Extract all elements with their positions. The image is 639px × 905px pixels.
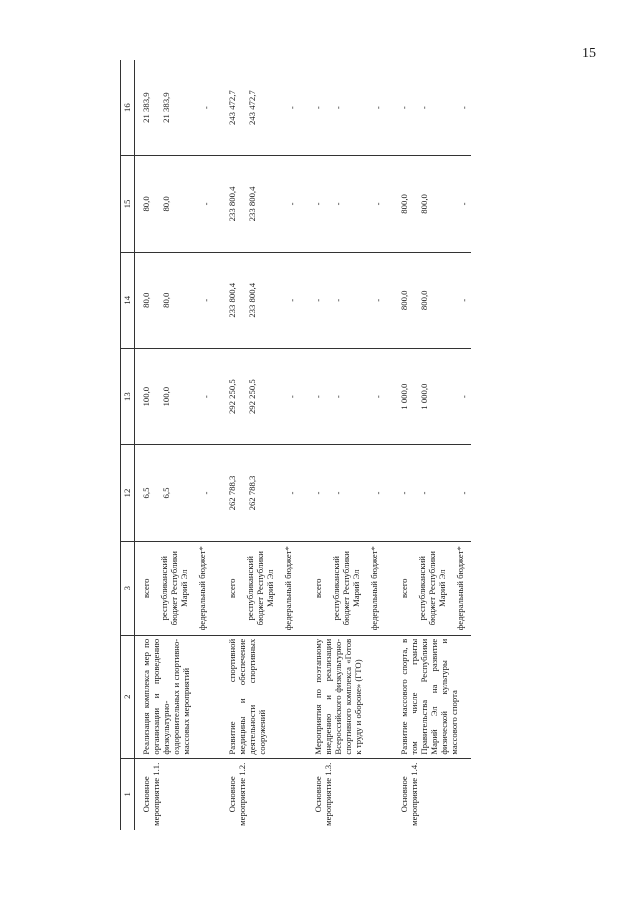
value-cell-12 xyxy=(135,445,214,541)
value-federal: - xyxy=(201,202,211,206)
value-total: - xyxy=(313,106,323,110)
value-cell-13 xyxy=(299,348,385,444)
value-cell-12 xyxy=(299,445,385,541)
value-total: 262 788,3 xyxy=(227,475,237,511)
col-header-16: 16 xyxy=(121,60,135,156)
value-federal: - xyxy=(287,395,297,399)
value-federal: - xyxy=(373,491,383,495)
value-total: 233 800,4 xyxy=(227,186,237,222)
rotated-table-wrapper xyxy=(120,60,530,830)
value-total: - xyxy=(313,202,323,206)
value-cell-13 xyxy=(135,348,214,444)
table-row xyxy=(299,60,385,830)
value-federal: - xyxy=(287,106,297,110)
value-total: - xyxy=(313,491,323,495)
row-code: Основное мероприятие 1.1. xyxy=(135,758,214,830)
row-code: Основное мероприятие 1.3. xyxy=(299,758,385,830)
value-republic: 100,0 xyxy=(161,386,171,407)
col-header-14: 14 xyxy=(121,252,135,348)
value-federal: - xyxy=(287,491,297,495)
value-federal: - xyxy=(373,395,383,399)
row-name: Развитие спортивной медицины и обеспечение деятельности спортивных сооружений xyxy=(213,635,299,758)
value-total: 100,0 xyxy=(141,386,151,407)
value-cell-16 xyxy=(299,60,385,156)
value-cell-14 xyxy=(213,252,299,348)
value-cell-14 xyxy=(299,252,385,348)
value-republic: - xyxy=(333,298,343,302)
value-total: 80,0 xyxy=(141,196,151,212)
value-federal: - xyxy=(373,298,383,302)
value-total: 233 800,4 xyxy=(227,282,237,318)
value-cell-15 xyxy=(385,156,471,252)
value-federal: - xyxy=(287,298,297,302)
value-total: 800,0 xyxy=(399,194,409,214)
col-header-12: 12 xyxy=(121,445,135,541)
source-total: всего xyxy=(313,578,323,599)
value-republic: 292 250,5 xyxy=(247,379,257,415)
col-header-1: 1 xyxy=(121,758,135,830)
col-header-3: 3 xyxy=(121,541,135,635)
value-total: 800,0 xyxy=(399,290,409,311)
source-total: всего xyxy=(141,578,151,599)
value-republic: - xyxy=(419,106,429,110)
value-cell-12 xyxy=(213,445,299,541)
value-cell-15 xyxy=(135,156,214,252)
row-name: Реализация комплекса мер по организации и проведению физкультурно-оздоровительных и спортивно-массовых мероприятий xyxy=(135,635,214,758)
value-republic: - xyxy=(419,491,429,495)
value-federal: - xyxy=(459,395,469,399)
row-sources xyxy=(135,541,214,635)
source-federal: федеральный бюджет* xyxy=(197,546,207,631)
value-total: 21 383,9 xyxy=(141,92,151,123)
value-republic: 233 800,4 xyxy=(247,186,257,222)
source-federal: федеральный бюджет* xyxy=(455,546,465,631)
col-header-2: 2 xyxy=(121,635,135,758)
value-republic: 800,0 xyxy=(419,290,429,311)
source-republic: республиканский бюджет Республики Марий Эл xyxy=(159,551,189,626)
value-republic: 243 472,7 xyxy=(247,90,257,125)
value-federal: - xyxy=(459,202,469,206)
value-total: 1 000,0 xyxy=(399,383,409,410)
value-federal: - xyxy=(373,106,383,110)
value-cell-16 xyxy=(385,60,471,156)
value-federal: - xyxy=(201,395,211,399)
budget-table xyxy=(120,60,471,830)
value-cell-14 xyxy=(385,252,471,348)
table-row xyxy=(213,60,299,830)
source-federal: федеральный бюджет* xyxy=(283,546,293,631)
row-code: Основное мероприятие 1.4. xyxy=(385,758,471,830)
value-federal: - xyxy=(201,298,211,302)
source-republic: республиканский бюджет Республики Марий Эл xyxy=(245,551,275,626)
value-republic: 21 383,9 xyxy=(161,92,171,123)
value-republic: - xyxy=(333,491,343,495)
value-cell-13 xyxy=(385,348,471,444)
value-republic: - xyxy=(333,395,343,399)
value-cell-15 xyxy=(299,156,385,252)
col-header-13: 13 xyxy=(121,348,135,444)
value-total: 243 472,7 xyxy=(227,90,237,125)
value-republic: 80,0 xyxy=(161,196,171,212)
source-federal: федеральный бюджет* xyxy=(369,546,379,631)
value-total: - xyxy=(399,491,409,495)
value-total: 6,5 xyxy=(141,487,151,499)
value-federal: - xyxy=(201,106,211,110)
value-total: - xyxy=(399,106,409,110)
value-cell-16 xyxy=(213,60,299,156)
value-republic: - xyxy=(333,202,343,206)
row-code: Основное мероприятие 1.2. xyxy=(213,758,299,830)
page-number: 15 xyxy=(582,46,596,61)
value-federal: - xyxy=(373,202,383,206)
value-republic: 233 800,4 xyxy=(247,282,257,318)
value-republic: 800,0 xyxy=(419,194,429,214)
value-republic: 1 000,0 xyxy=(419,383,429,410)
value-cell-16 xyxy=(135,60,214,156)
value-republic: - xyxy=(333,106,343,110)
source-republic: республиканский бюджет Республики Марий Эл xyxy=(417,551,447,626)
row-name: Мероприятия по поэтапному внедрению и реализации Всероссийского физкультурно-спортивного комплекса «Готов к труду и обороне» (ГТО) xyxy=(299,635,385,758)
value-total: 80,0 xyxy=(141,292,151,308)
source-total: всего xyxy=(227,578,237,599)
value-cell-13 xyxy=(213,348,299,444)
row-sources xyxy=(385,541,471,635)
value-federal: - xyxy=(287,202,297,206)
value-total: - xyxy=(313,298,323,302)
source-total: всего xyxy=(399,578,409,599)
value-cell-15 xyxy=(213,156,299,252)
value-cell-12 xyxy=(385,445,471,541)
table-row xyxy=(385,60,471,830)
value-federal: - xyxy=(459,491,469,495)
value-total: 292 250,5 xyxy=(227,379,237,415)
value-republic: 80,0 xyxy=(161,292,171,308)
header-row xyxy=(121,60,135,830)
value-total: - xyxy=(313,395,323,399)
row-name: Развитие массового спорта, в том числе гранты Правительства Республики Марий Эл на развитие физической культуры и массового спорта xyxy=(385,635,471,758)
table-row xyxy=(135,60,214,830)
value-cell-14 xyxy=(135,252,214,348)
source-republic: республиканский бюджет Республики Марий Эл xyxy=(331,551,361,626)
row-sources xyxy=(213,541,299,635)
value-federal: - xyxy=(201,491,211,495)
value-federal: - xyxy=(459,106,469,110)
col-header-15: 15 xyxy=(121,156,135,252)
value-republic: 262 788,3 xyxy=(247,475,257,511)
value-republic: 6,5 xyxy=(161,487,171,499)
value-federal: - xyxy=(459,298,469,302)
row-sources xyxy=(299,541,385,635)
